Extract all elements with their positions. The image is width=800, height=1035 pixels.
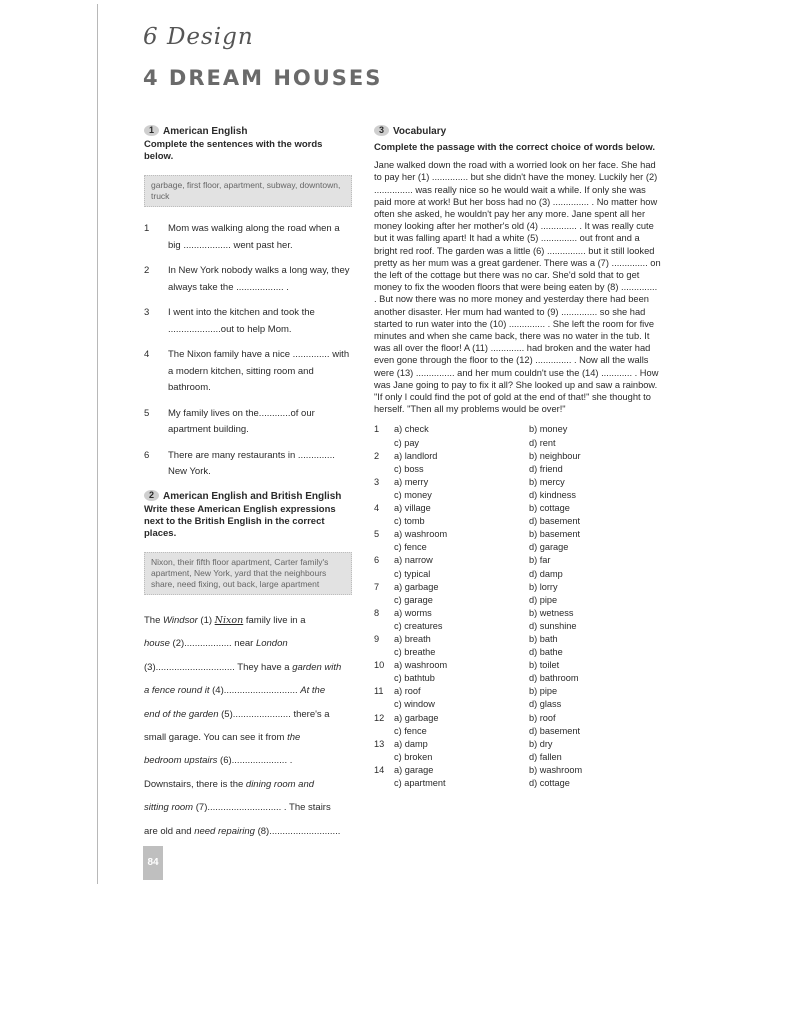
option-b: b) bath [529,633,558,644]
option-c: c) pay [394,437,420,448]
answer-blank: ........................... [223,685,296,697]
answer-option-group [374,450,662,476]
answer-blank: ............................. [155,661,233,673]
item-text: My family lives on the............of our apartment building. [168,407,315,436]
option-c: c) typical [394,568,431,579]
option-number: 3 [374,476,380,487]
answer-option-group [374,712,662,738]
option-c: c) money [394,489,432,500]
option-d: d) garage [529,542,569,553]
option-a: a) village [394,503,431,514]
option-a: a) damp [394,738,428,749]
option-d: d) kindness [529,489,576,500]
list-item [144,406,352,439]
option-number: 10 [374,660,385,671]
page-margin-line [97,4,98,884]
option-a: a) worms [394,607,432,618]
option-b: b) far [529,555,551,566]
option-a: a) garage [394,764,434,775]
spacer [374,568,394,581]
unit-label: 6 Design [143,24,254,50]
option-number: 8 [374,607,380,618]
passage-line: end of the garden (5)...................... there's a [144,708,330,720]
option-d: d) friend [529,463,563,474]
section-1-list [144,221,352,481]
section-2-passage [144,609,352,843]
spacer [374,541,394,554]
answer-option-group [374,633,662,659]
option-a: a) garbage [394,712,439,723]
answer-option-group [374,738,662,764]
passage-line: The Windsor (1) Nixon family live in a [144,614,306,626]
spacer [374,725,394,738]
answer-options-list [374,423,662,790]
option-number: 2 [374,450,380,461]
option-a: a) breath [394,633,431,644]
item-text: There are many restaurants in .............. New York. [168,449,335,478]
item-text: I went into the kitchen and took the ....................out to help Mom. [168,307,315,335]
option-a: a) check [394,424,429,435]
item-text: Mom was walking along the road when a big .................. went past her. [168,223,340,251]
section-2-instruction: Write these American English expressions next to the British English in the correct places. [144,503,336,539]
section-2-title: American English and British English [163,490,342,502]
passage-line: (3).............................. They have a garden with [144,661,342,673]
answer-option-group [374,502,662,528]
spacer [374,594,394,607]
option-b: b) mercy [529,476,565,487]
item-number: 6 [144,449,150,461]
item-number: 2 [144,265,150,277]
option-b: b) toilet [529,660,560,671]
option-c: c) breathe [394,647,436,658]
option-a: a) washroom [394,529,448,540]
option-number: 9 [374,633,380,644]
spacer [374,489,394,502]
section-1-instruction: Complete the sentences with the words below. [144,139,323,163]
answer-option-group [374,554,662,580]
option-b: b) wetness [529,607,574,618]
option-number: 13 [374,738,385,749]
spacer [374,463,394,476]
option-c: c) window [394,699,435,710]
item-text: The Nixon family have a nice .............. with a modern kitchen, sitting room and bathroom. [168,349,350,394]
page-title: 4 DREAM HOUSES [143,66,383,90]
option-c: c) fence [394,542,427,553]
section-3-instruction: Complete the passage with the correct choice of words below. [374,142,656,154]
option-c: c) boss [394,463,424,474]
option-c: c) broken [394,751,433,762]
spacer [374,672,394,685]
page-number: 84 [143,846,163,880]
list-item [144,263,352,296]
answer-option-group [374,476,662,502]
section-3-title: Vocabulary [393,126,447,137]
passage-line: small garage. You can see it from the [144,731,301,743]
list-item [144,305,352,338]
answer-option-group [374,528,662,554]
section-1-title: American English [163,126,248,137]
item-number: 1 [144,223,150,235]
passage-line: Downstairs, there is the dining room and [144,778,315,790]
option-c: c) bathtub [394,673,435,684]
option-d: d) bathe [529,647,563,658]
passage-line: a fence round it (4)............................ At the [144,685,326,697]
item-number: 3 [144,307,150,319]
option-b: b) lorry [529,581,558,592]
option-number: 1 [374,424,380,435]
item-text: In New York nobody walks a long way, they always take the .................. . [168,265,350,293]
option-d: d) sunshine [529,620,577,631]
left-column [144,125,352,843]
section-3-passage: Jane walked down the road with a worried look on her face. She had to pay her (1) .............. but she didn't have the money. Luckily her (2) ............... was really nice so he would wait a while. If only she was paid more at work! But her boss had no (3) .............. . No matter how often she asked, he wouldn't pay her any more. Jane spent all her money looking after her mother's old (4) .............. . It was really cute but it was falling apart! It had a white (5) .............. out front and a bright red roof. The garden was a little (6) ............... but it still looked pretty as her mum was a great gardener. There was a (7) .............. on the left of the cottage but there was no car. She'd sold that to get money to fix the wooden floors that were being eaten by (8) .............. . But now there was no more money and yesterday there had been another disaster. Her mum had wanted to (9) .............. so she had started to run water into the (10) .............. . She left the room for five minutes and when she came back, there was no water in the tub. It was all over the floor! A (11) ............. had broken and the water had even gone through the floor to the (12) .............. . Now all the walls were (13) ............... and her mum couldn't use the (14) ............ . How was Jane going to pay to fix it all? She looked up and saw a rainbow. "If only I could find the pot of gold at the end of that!" she thought to herself. "Then all my problems would be over!" [374,160,661,415]
answer-option-group [374,423,662,449]
item-number: 4 [144,349,150,361]
option-c: c) tomb [394,516,425,527]
answer-blank: ........................... [269,825,341,837]
option-b: b) roof [529,712,556,723]
option-number: 5 [374,529,380,540]
option-d: d) glass [529,699,562,710]
spacer [374,437,394,450]
passage-line: are old and need repairing (8)........................... [144,825,341,837]
option-a: a) landlord [394,450,438,461]
option-d: d) basement [529,725,581,736]
answer-option-group [374,607,662,633]
item-number: 5 [144,407,150,419]
option-a: a) roof [394,686,421,697]
option-number: 14 [374,764,385,775]
answer-option-group [374,581,662,607]
passage-line: sitting room (7)............................ . The stairs [144,802,331,814]
option-d: d) basement [529,516,581,527]
answer-option-group [374,685,662,711]
section-1-number-icon: 1 [144,125,159,136]
answer-blank: ............................ [207,802,282,814]
section-3-number-icon: 3 [374,125,389,136]
spacer [374,646,394,659]
option-d: d) fallen [529,751,562,762]
section-3-heading [374,125,662,138]
option-d: d) pipe [529,594,558,605]
answer-blank: ..................... [231,755,288,767]
right-column [374,125,662,790]
section-1-word-box: garbage, first floor, apartment, subway, downtown, truck [144,175,352,207]
option-c: c) creatures [394,620,443,631]
option-a: a) narrow [394,555,433,566]
answer-blank: ...................... [232,708,291,720]
passage-line: house (2).................. near London [144,638,288,650]
option-b: b) money [529,424,568,435]
option-c: c) fence [394,725,427,736]
option-number: 4 [374,503,380,514]
option-b: b) dry [529,738,553,749]
section-2-heading [144,490,352,503]
list-item [144,347,352,397]
option-b: b) basement [529,529,581,540]
option-d: d) cottage [529,778,570,788]
spacer [374,698,394,711]
option-number: 6 [374,555,380,566]
option-d: d) bathroom [529,673,579,684]
list-item [144,448,352,481]
spacer [374,515,394,528]
answer-option-group [374,659,662,685]
spacer [374,620,394,633]
option-a: a) washroom [394,660,448,671]
option-b: b) washroom [529,764,583,775]
option-b: b) cottage [529,503,570,514]
list-item [144,221,352,254]
spacer [374,777,394,790]
option-a: a) garbage [394,581,439,592]
section-2-number-icon: 2 [144,490,159,501]
option-c: c) garage [394,594,433,605]
section-1-heading [144,125,352,138]
handwritten-answer: Nixon [214,614,244,626]
spacer [374,751,394,764]
option-number: 11 [374,686,384,697]
option-a: a) merry [394,476,429,487]
passage-line: bedroom upstairs (6)..................... . [144,755,293,767]
option-c: c) apartment [394,778,446,788]
section-2-word-box: Nixon, their fifth floor apartment, Carter family's apartment, New York, yard that the neighbours share, need fixing, out back, large apartment [144,552,352,595]
option-b: b) pipe [529,686,558,697]
answer-option-group [374,764,662,790]
option-number: 12 [374,712,385,723]
option-number: 7 [374,581,380,592]
answer-blank: .................. [184,638,232,650]
option-d: d) rent [529,437,556,448]
option-b: b) neighbour [529,450,581,461]
option-d: d) damp [529,568,563,579]
